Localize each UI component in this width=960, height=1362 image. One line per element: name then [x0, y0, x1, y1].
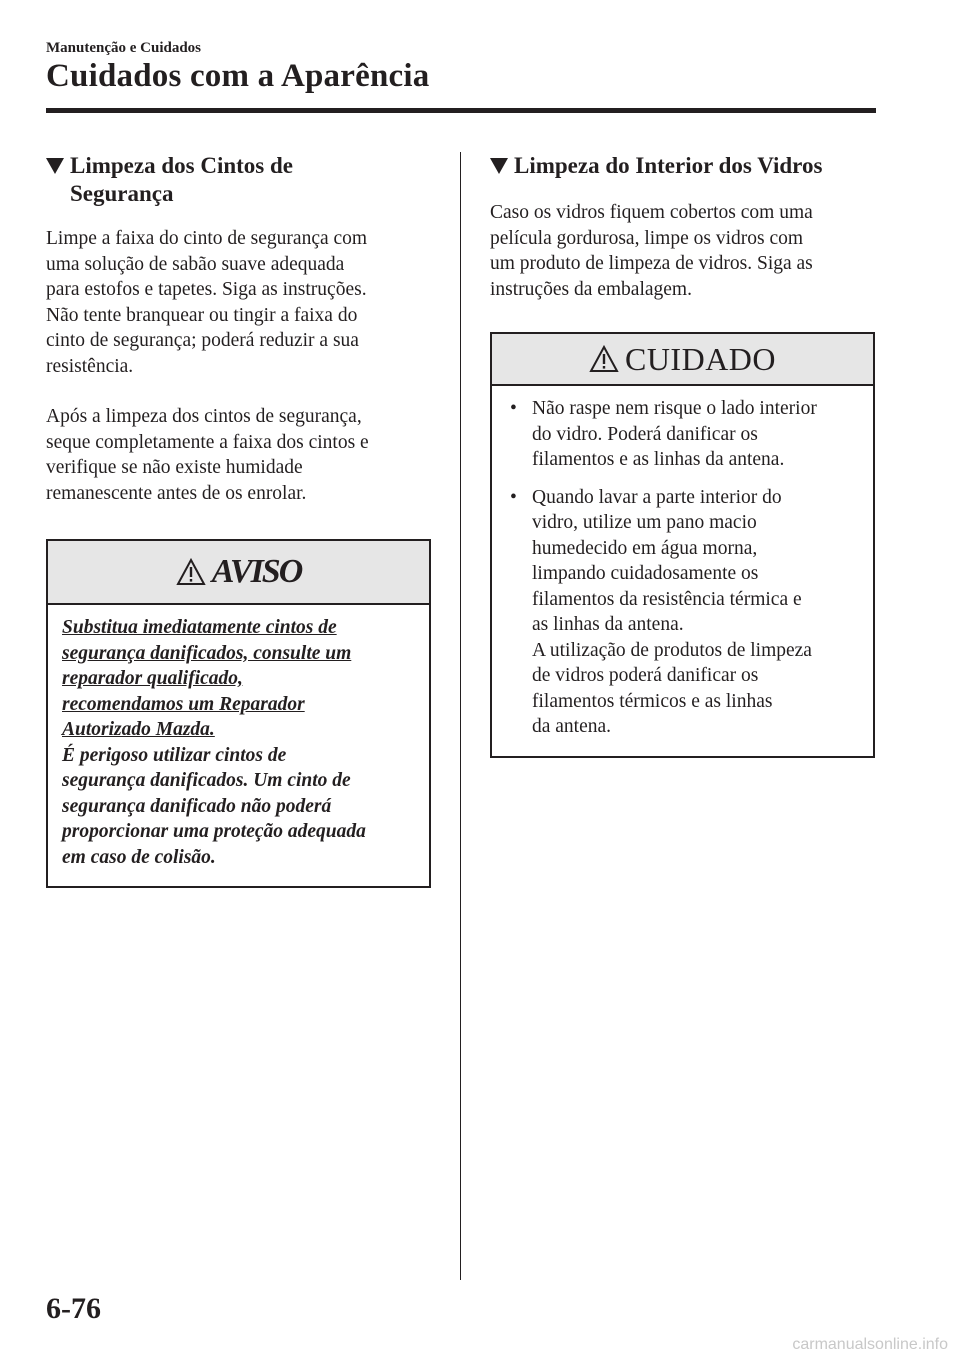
- warning-line: segurança danificados. Um cinto de: [62, 770, 351, 791]
- text-line: resistência.: [46, 355, 134, 377]
- heading-text: [70, 152, 293, 208]
- title-rule: [46, 108, 876, 113]
- right-column: [490, 152, 875, 758]
- page-number: 6-76: [46, 1292, 101, 1325]
- down-triangle-icon: [46, 158, 64, 174]
- warning-line: segurança danificado não poderá: [62, 795, 332, 817]
- warning-triangle-icon: [176, 558, 206, 586]
- warning-line: proporcionar uma proteção adequada: [62, 821, 366, 842]
- text-line: filamentos e as linhas da antena.: [532, 449, 785, 470]
- list-item: [506, 396, 859, 473]
- text-line: Quando lavar a parte interior do: [532, 486, 782, 508]
- watermark: carmanualsonline.info: [792, 1336, 948, 1353]
- heading-text: Limpeza do Interior dos Vidros: [514, 153, 823, 178]
- text-line: humedecido em água morna,: [532, 537, 758, 559]
- text-line: uma solução de sabão suave adequada: [46, 253, 345, 275]
- seatbelt-paragraph-1: [46, 226, 431, 379]
- section-heading-seatbelts: [46, 152, 431, 208]
- warning-box-header: [48, 541, 429, 605]
- text-line: vidro, utilize um pano macio: [532, 512, 757, 533]
- caution-box-body: [492, 386, 873, 756]
- text-line: remanescente antes de os enrolar.: [46, 482, 307, 504]
- caution-box: [490, 332, 875, 758]
- text-line: da antena.: [532, 716, 612, 737]
- text-line: Limpe a faixa do cinto de segurança com: [46, 228, 368, 249]
- text-line: para estofos e tapetes. Siga as instruções.: [46, 279, 367, 300]
- heading-line: Segurança: [70, 181, 174, 206]
- seatbelt-paragraph-2: [46, 404, 431, 506]
- warning-line: Autorizado Mazda.: [62, 719, 215, 740]
- heading-line: Limpeza dos Cintos de: [70, 153, 293, 178]
- text-line: filamentos térmicos e as linhas: [532, 690, 773, 712]
- warning-box-body: [48, 605, 429, 886]
- text-line: as linhas da antena.: [532, 614, 684, 635]
- left-column: [46, 152, 431, 888]
- text-line: de vidros poderá danificar os: [532, 665, 759, 686]
- warning-line: em caso de colisão.: [62, 846, 216, 868]
- column-divider: [460, 152, 461, 1280]
- text-line: cinto de segurança; poderá reduzir a sua: [46, 330, 359, 351]
- warning-title: AVISO: [211, 553, 302, 590]
- text-line: seque completamente a faixa dos cintos e: [46, 431, 369, 453]
- section-label: Manutenção e Cuidados: [46, 40, 202, 56]
- text-line: filamentos da resistência térmica e: [532, 588, 802, 610]
- bullet-dot: •: [510, 398, 517, 419]
- warning-line: Substitua imediatamente cintos de: [62, 617, 337, 638]
- warning-line: reparador qualificado,: [62, 668, 243, 689]
- chapter-title: Cuidados com a Aparência: [46, 58, 430, 94]
- warning-box: [46, 539, 431, 888]
- down-triangle-icon: [490, 158, 508, 174]
- warning-line: É perigoso utilizar cintos de: [62, 744, 287, 766]
- text-line: A utilização de produtos de limpeza: [532, 639, 812, 661]
- text-line: limpando cuidadosamente os: [532, 563, 759, 584]
- warning-line: segurança danificados, consulte um: [62, 642, 352, 664]
- section-heading-windows: [490, 152, 875, 180]
- caution-list: [506, 396, 859, 740]
- warning-triangle-icon: [589, 345, 619, 373]
- warning-line: recomendamos um Reparador: [62, 693, 305, 715]
- text-line: Caso os vidros fiquem cobertos com uma: [490, 202, 813, 223]
- text-line: verifique se não existe humidade: [46, 457, 303, 478]
- bullet-dot: •: [510, 486, 517, 508]
- text-line: Não tente branquear ou tingir a faixa do: [46, 304, 358, 326]
- text-line: um produto de limpeza de vidros. Siga as: [490, 253, 813, 274]
- windows-paragraph: [490, 200, 875, 302]
- text-line: película gordurosa, limpe os vidros com: [490, 227, 804, 249]
- caution-box-header: [492, 334, 873, 386]
- text-line: do vidro. Poderá danificar os: [532, 423, 758, 445]
- caution-title: CUIDADO: [624, 340, 777, 377]
- text-line: Após a limpeza dos cintos de segurança,: [46, 406, 362, 427]
- text-line: Não raspe nem risque o lado interior: [532, 398, 817, 419]
- list-item: [506, 485, 859, 740]
- text-line: instruções da embalagem.: [490, 278, 692, 300]
